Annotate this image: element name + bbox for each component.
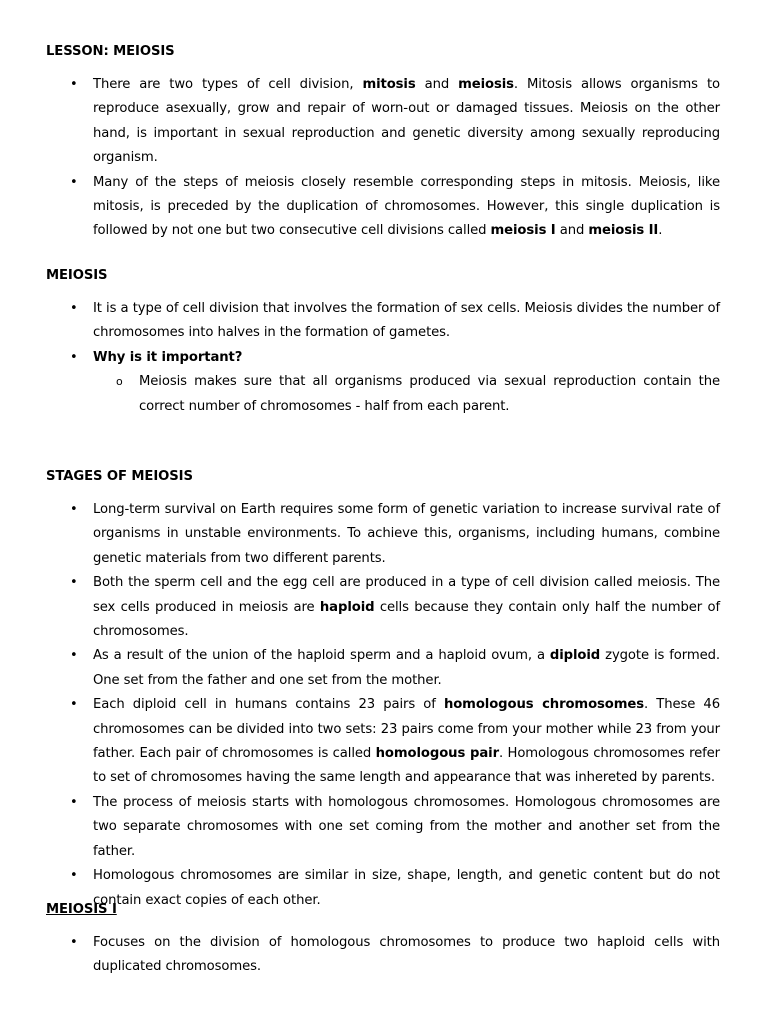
list-item: • Focuses on the division of homologous chromosomes to produce two haploid cells with duplicated chromosomes. xyxy=(0,931,720,980)
list-item: • Homologous chromosomes are similar in size, shape, length, and genetic content but do not contain exact copies of each other. xyxy=(0,864,720,913)
list-item xyxy=(0,346,720,420)
lesson-heading: LESSON: MEIOSIS xyxy=(46,44,175,59)
keyword-haploid: haploid xyxy=(319,599,375,615)
keyword-meiosis-ii: meiosis II xyxy=(588,223,659,239)
keyword-homologous-pair: homologous pair xyxy=(375,746,499,762)
meiosis-heading: MEIOSIS xyxy=(46,268,108,283)
meiosis-i-heading: MEIOSIS I xyxy=(46,902,117,917)
sub-list-item: o Meiosis makes sure that all organisms produced via sexual reproduction contain the correct number of chromosomes - half from each parent. xyxy=(139,370,720,419)
list-item: • Long-term survival on Earth requires some form of genetic variation to increase survival rate of organisms in unstable environments. To achieve this, organisms, including humans, combine genetic materials from two different parents. xyxy=(0,498,720,571)
stages-heading: STAGES OF MEIOSIS xyxy=(46,469,193,484)
importance-question: Why is it important? xyxy=(93,349,243,365)
meiosis-i-list xyxy=(0,931,768,980)
list-item: • Many of the steps of meiosis closely resemble corresponding steps in mitosis. Meiosis, like mitosis, is preceded by the duplication of chromosomes. However, this single duplication is followed by not one but two consecutive cell divisions called meiosis I and meiosis II. xyxy=(0,171,720,244)
list-item: • There are two types of cell division, mitosis and meiosis. Mitosis allows organisms to reproduce asexually, grow and repair of worn-out or damaged tissues. Meiosis on the other hand, is important in sexual reproduction and genetic diversity among sexually reproducing organism. xyxy=(0,73,720,171)
sub-list xyxy=(93,370,720,419)
list-item: • It is a type of cell division that involves the formation of sex cells. Meiosis divides the number of chromosomes into halves in the formation of gametes. xyxy=(0,297,720,346)
list-item: • Both the sperm cell and the egg cell are produced in a type of cell division called meiosis. The sex cells produced in meiosis are haploid cells because they contain only half the number of chromosomes. xyxy=(0,571,720,644)
lesson-list xyxy=(0,73,768,244)
keyword-meiosis: meiosis xyxy=(458,77,514,92)
keyword-homologous-chromosomes: homologous chromosomes xyxy=(443,697,644,713)
keyword-diploid: diploid xyxy=(549,648,601,664)
list-item: • Each diploid cell in humans contains 23 pairs of homologous chromosomes. These 46 chromosomes can be divided into two sets: 23 pairs come from your mother while 23 from your father. Each pair of chromosomes is called homologous pair. Homologous chromosomes refer to set of chromosomes having the same length and appearance that was inhereted by parents. xyxy=(0,693,720,791)
stages-list xyxy=(0,498,768,913)
keyword-mitosis: mitosis xyxy=(362,77,416,92)
list-item: • As a result of the union of the haploid sperm and a haploid ovum, a diploid zygote is formed. One set from the father and one set from the mother. xyxy=(0,644,720,693)
meiosis-list xyxy=(0,297,768,419)
list-item: • The process of meiosis starts with homologous chromosomes. Homologous chromosomes are two separate chromosomes with one set coming from the mother and another set from the father. xyxy=(0,791,720,864)
keyword-meiosis-i: meiosis I xyxy=(490,223,556,239)
